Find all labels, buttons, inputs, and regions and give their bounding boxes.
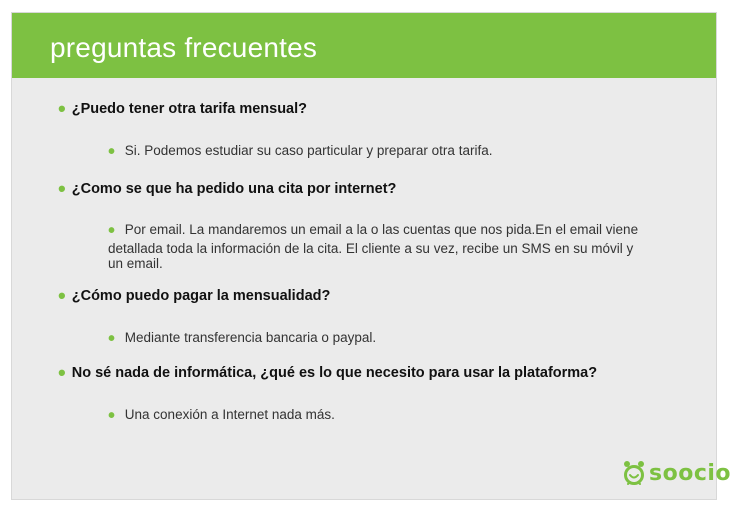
bullet-icon: • — [58, 96, 66, 121]
bullet-icon: • — [108, 405, 116, 427]
page-title: preguntas frecuentes — [50, 32, 318, 63]
question-text: No sé nada de informática, ¿qué es lo que necesito para usar la plataforma? — [71, 365, 598, 381]
faq-question — [58, 283, 330, 309]
answer-text: Si. Podemos estudiar su caso particular y preparar otra tarifa. — [124, 143, 493, 158]
faq-question — [58, 176, 396, 202]
question-text: ¿Cómo puedo pagar la mensualidad? — [71, 288, 331, 304]
soocio-logo — [623, 460, 731, 486]
faq-answer — [108, 220, 648, 272]
bullet-icon: • — [108, 328, 116, 350]
bullet-icon: • — [108, 141, 116, 163]
bullet-icon: • — [58, 176, 66, 201]
alarm-clock-icon — [623, 460, 645, 486]
answer-text: Una conexión a Internet nada más. — [124, 407, 335, 422]
faq-question — [58, 96, 307, 122]
slide — [11, 12, 731, 500]
question-text: ¿Puedo tener otra tarifa mensual? — [71, 101, 308, 117]
bullet-icon: • — [58, 360, 66, 385]
logo-text: soocio — [649, 460, 731, 486]
faq-answer — [108, 328, 648, 350]
faq-answer — [108, 405, 648, 427]
bullet-icon: • — [108, 220, 116, 242]
faq-answer — [108, 141, 648, 163]
answer-text: Mediante transferencia bancaria o paypal. — [124, 330, 377, 345]
faq-question — [58, 360, 597, 386]
question-text: ¿Como se que ha pedido una cita por internet? — [71, 181, 397, 197]
bullet-icon: • — [58, 283, 66, 308]
answer-text: Por email. La mandaremos un email a la o las cuentas que nos pida.En el email viene detallada toda la información de la cita. El cliente a su vez, recibe un SMS en su móvil y un email. — [108, 222, 639, 271]
header-bar — [12, 13, 716, 78]
